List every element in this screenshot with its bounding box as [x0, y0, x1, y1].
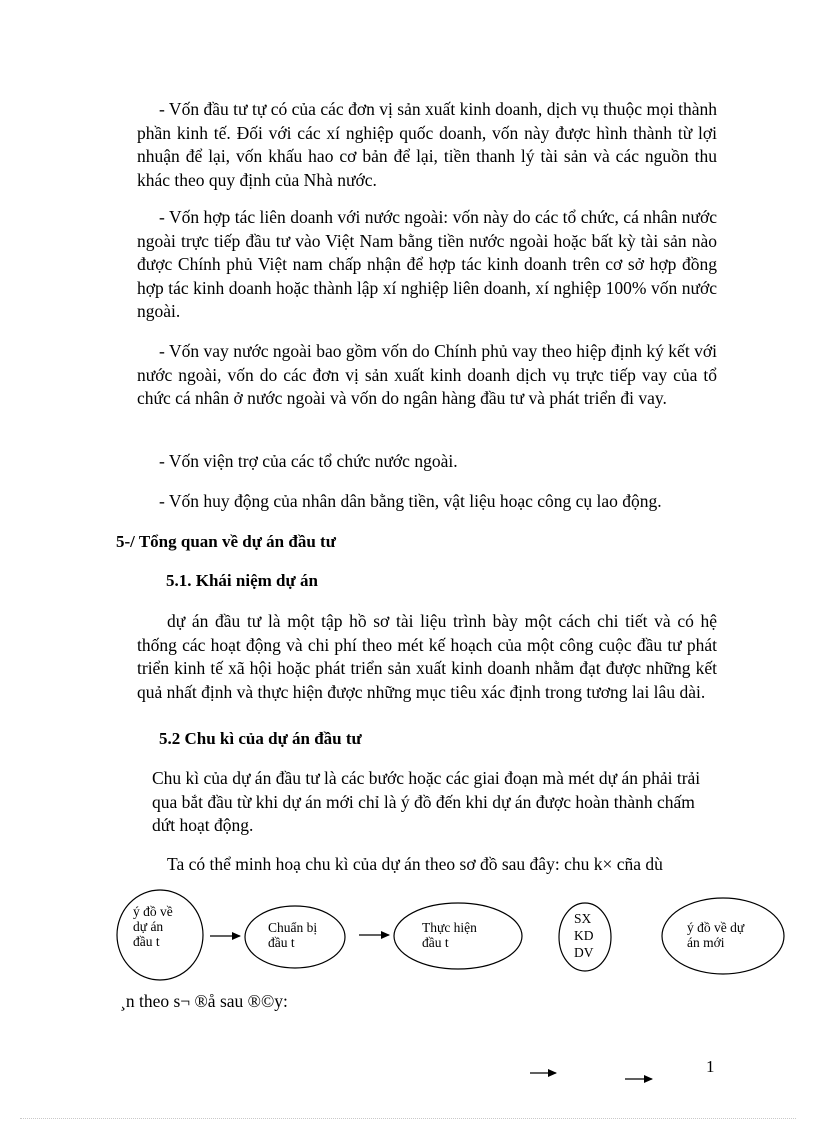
- garbled-text-line: ¸n theo s¬ ®å sau ®©y:: [120, 991, 288, 1011]
- node-investment-implementation-line1: Thực hiện: [422, 920, 477, 935]
- paragraph-foreign-aid-capital: - Vốn viện trợ của các tổ chức nước ngoài.: [159, 451, 458, 471]
- svg-text:dự án: [133, 919, 163, 934]
- node-investment-preparation: [245, 906, 345, 968]
- svg-text:án mới: [687, 935, 725, 950]
- page-bottom-divider: [20, 1118, 796, 1119]
- node-new-project-idea: [662, 898, 784, 974]
- svg-text:Chuẩn bị: [268, 920, 317, 935]
- svg-text:Thực hiện: [422, 920, 477, 935]
- node-dv-line: DV: [574, 945, 594, 960]
- node-investment-implementation-line2: đầu t: [422, 935, 449, 950]
- node-investment-preparation-line2: đầu t: [268, 935, 295, 950]
- svg-text:đầu t: [268, 935, 295, 950]
- paragraph-public-mobilized-capital: - Vốn huy động của nhân dân bằng tiền, vật liệu hoạc công cụ lao động.: [159, 491, 662, 511]
- paragraph-own-capital: - Vốn đầu tư tự có của các đơn vị sản xuất kinh doanh, dịch vụ thuộc mọi thành phần kinh tế. Đối với các xí nghiệp quốc doanh, vốn này được hình thành từ lợi nhuận để lại, vốn khấu hao cơ bản để lại, tiền thanh lý tài sản và các nguồn thu khác theo quy định của Nhà nước.: [137, 99, 717, 190]
- heading-project-overview: 5-/ Tổng quan về dự án đầu tư: [116, 532, 336, 551]
- svg-text:đầu t: [422, 935, 449, 950]
- svg-text:DV: [574, 945, 594, 960]
- svg-text:ý đồ về dự: [687, 920, 745, 935]
- node-new-project-idea-line1: ý đồ về dự: [687, 920, 745, 935]
- node-investment-implementation: [394, 903, 522, 969]
- node-project-idea-line1: ý đồ về: [133, 904, 173, 919]
- node-new-project-idea-line2: án mới: [687, 935, 725, 950]
- node-project-idea: [117, 890, 203, 980]
- svg-text:đầu t: [133, 934, 160, 949]
- heading-project-cycle: 5.2 Chu kì của dự án đầu tư: [159, 729, 362, 748]
- svg-text:ý đồ về: [133, 904, 173, 919]
- heading-project-concept: 5.1. Khái niệm dự án: [166, 571, 318, 590]
- page-number: 1: [706, 1057, 715, 1076]
- svg-text:SX: [574, 911, 592, 926]
- node-project-idea-line2: dự án: [133, 919, 164, 934]
- node-kd-line: KD: [574, 928, 594, 943]
- paragraph-project-cycle: Chu kì của dự án đầu tư là các bước hoặc các giai đoạn mà mét dự án phải trải qua bắt đầu từ khi dự án mới chỉ là ý đồ đến khi dự án được hoàn thành chấm dứt hoạt động.: [152, 768, 701, 835]
- svg-text:KD: [574, 928, 594, 943]
- paragraph-foreign-loan-capital: - Vốn vay nước ngoài bao gồm vốn do Chính phủ vay theo hiệp định ký kết với nước ngoài, vốn do các đơn vị sản xuất kinh doanh dịch vụ trực tiếp vay của tổ chức cá nhân ở nước ngoài và vốn do ngân hàng đầu tư và phát triển đi vay.: [137, 341, 717, 408]
- paragraph-diagram-intro: Ta có thể minh hoạ chu kì của dự án theo sơ đồ sau đây: chu k× cña dù: [167, 854, 663, 874]
- node-investment-preparation-line1: Chuẩn bị: [268, 920, 318, 935]
- node-project-idea-line3: đầu t: [133, 934, 160, 949]
- paragraph-joint-venture-capital: - Vốn hợp tác liên doanh với nước ngoài: vốn này do các tổ chức, cá nhân nước ngoài trực tiếp đầu tư vào Việt Nam bằng tiền nước ngoài hoặc bất kỳ tài sản nào được Chính phủ Việt nam chấp nhận để hợp tác kinh doanh trên cơ sở hợp đồng hợp tác kinh doanh hoặc thành lập xí nghiệp liên doanh, xí nghiệp 100% vốn nước ngoài.: [137, 207, 717, 321]
- node-sx-line: SX: [574, 911, 592, 926]
- paragraph-project-definition: dự án đầu tư là một tập hồ sơ tài liệu trình bày một cách chi tiết và có hệ thống các hoạt động và chi phí theo mét kế hoạch của một công cuộc đầu tư phát triển kinh tế xã hội hoặc phát triển sản xuất kinh doanh nhằm đạt được những kết quả nhất định và thực hiện được những mục tiêu xác định trong tương lai lâu dài.: [137, 611, 717, 702]
- node-production-business-service: [559, 903, 611, 971]
